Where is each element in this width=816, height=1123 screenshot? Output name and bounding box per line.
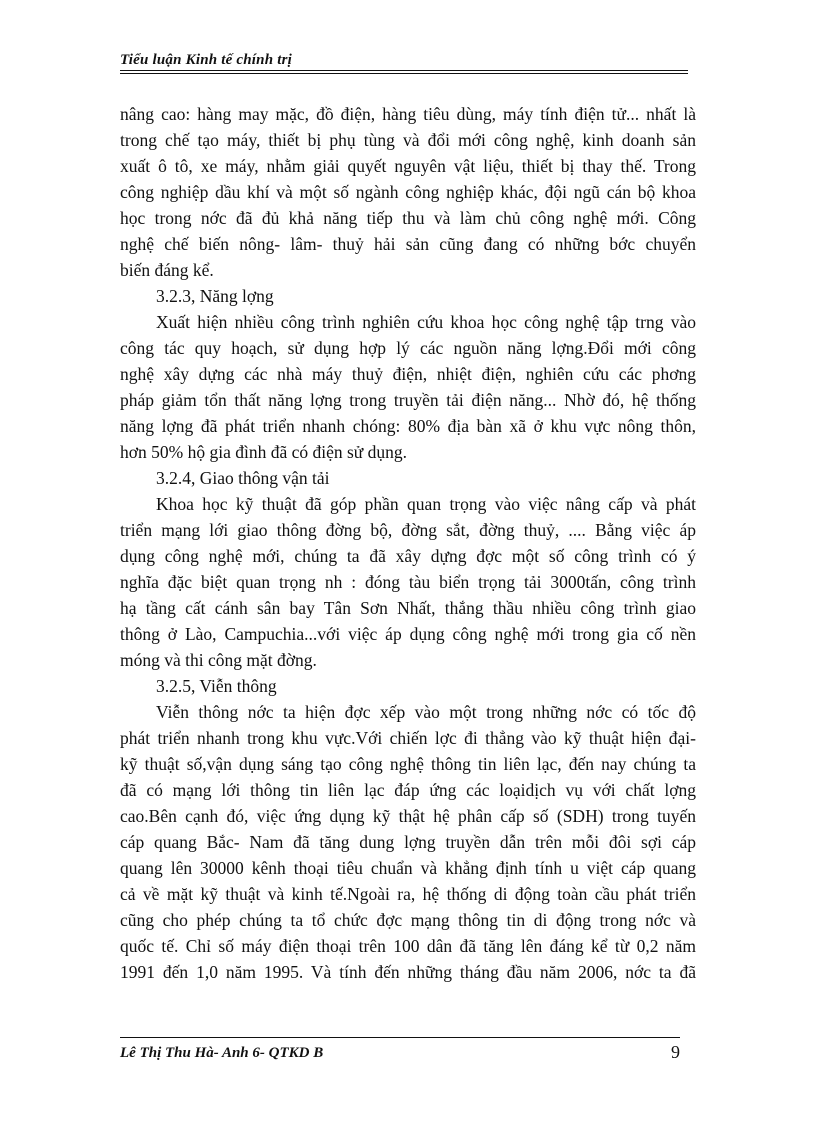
page-header <box>120 52 688 69</box>
section-heading: 3.2.5, Viễn thông <box>156 676 277 696</box>
section-heading: 3.2.3, Năng lợng <box>156 286 274 306</box>
text-line: kỹ thuật số,vận dụng sáng tạo công nghệ thông tin liên lạc, đến nay chúng ta <box>120 754 696 774</box>
footer-rule <box>120 1037 680 1038</box>
text-line: 1991 đến 1,0 năm 1995. Và tính đến những tháng đầu năm 2006, nớc ta đã <box>120 962 696 982</box>
header-rule <box>120 70 688 71</box>
footer-author: Lê Thị Thu Hà- Anh 6- QTKD B <box>120 1045 324 1061</box>
text-line: nâng cao: hàng may mặc, đồ điện, hàng tiêu dùng, máy tính điện tử... nhất là <box>120 104 696 124</box>
text-line: quang lên 30000 kênh thoại tiêu chuẩn và khẳng định tính u việt cáp quang <box>120 858 696 878</box>
text-line: đã có mạng lới thông tin liên lạc đáp ứng các loạidịch vụ với chất lợng <box>120 780 696 800</box>
text-line: biến đáng kể. <box>120 260 214 280</box>
text-line: cả về mặt kỹ thuật và kinh tế.Ngoài ra, hệ thống di động toàn cầu phát triển <box>120 884 696 904</box>
text-line: quốc tế. Chỉ số máy điện thoại trên 100 dân đã tăng lên đáng kể từ 0,2 năm <box>120 936 696 956</box>
text-line: phát triển nhanh trong khu vực.Với chiến lợc đi thẳng vào kỹ thuật hiện đại- <box>120 728 696 748</box>
text-line: cáp quang Bắc- Nam đã tăng dung lợng truyền dẫn trên mỗi đôi sợi cáp <box>120 832 696 852</box>
text-line: xuất ô tô, xe máy, nhằm giải quyết nguyên vật liệu, thiết bị thay thế. Trong <box>120 156 696 176</box>
header-rule-thin <box>120 73 688 74</box>
page-number: 9 <box>671 1042 680 1062</box>
text-line: trong chế tạo máy, thiết bị phụ tùng và đổi mới công nghệ, kinh doanh sản <box>120 130 696 150</box>
text-line: thông ở Lào, Campuchia...với việc áp dụng công nghệ mới trong gia cố nền <box>120 624 696 644</box>
text-line: học trong nớc đã đủ khả năng tiếp thu và làm chủ công nghệ mới. Công <box>120 208 696 228</box>
text-line: móng và thi công mặt đờng. <box>120 650 317 670</box>
text-line: hơn 50% hộ gia đình đã có điện sử dụng. <box>120 442 408 462</box>
text-line: pháp giảm tổn thất năng lợng trong truyền tải điện năng... Nhờ đó, hệ thống <box>120 390 696 410</box>
text-line: hạ tầng cất cánh sân bay Tân Sơn Nhất, thắng thầu nhiều công trình giao <box>120 598 696 618</box>
text-line: dụng công nghệ mới, chúng ta đã xây dựng đợc một số công trình có ý <box>120 546 696 566</box>
text-line: Xuất hiện nhiều công trình nghiên cứu khoa học công nghệ tập trng vào <box>156 312 696 332</box>
text-line: Khoa học kỹ thuật đã góp phần quan trọng vào việc nâng cấp và phát <box>156 494 696 514</box>
text-line: công tác quy hoạch, sử dụng hợp lý các nguồn năng lợng.Đổi mới công <box>120 338 696 358</box>
body-text <box>120 101 696 985</box>
text-line: Viễn thông nớc ta hiện đợc xếp vào một trong những nớc có tốc độ <box>156 702 696 722</box>
text-line: cao.Bên cạnh đó, việc ứng dụng kỹ thật hệ phân cấp số (SDH) trong tuyến <box>120 806 696 826</box>
text-line: triển mạng lới giao thông đờng bộ, đờng sắt, đờng thuỷ, .... Bằng việc áp <box>120 520 696 540</box>
text-line: nghĩa đặc biệt quan trọng nh : đóng tàu biển trọng tải 3000tấn, công trình <box>120 572 696 592</box>
text-line: cũng cho phép chúng ta tổ chức đợc mạng thông tin di động trong nớc và <box>120 910 696 930</box>
text-line: nghệ xây dựng các nhà máy thuỷ điện, nhiệt điện, nghiên cứu các phơng <box>120 364 696 384</box>
header-title: Tiểu luận Kinh tế chính trị <box>120 52 292 68</box>
text-line: công nghiệp dầu khí và một số ngành công nghiệp khác, đội ngũ cán bộ khoa <box>120 182 696 202</box>
section-heading: 3.2.4, Giao thông vận tải <box>156 468 330 488</box>
text-line: năng lợng đã phát triển nhanh chóng: 80% địa bàn xã ở khu vực nông thôn, <box>120 416 696 436</box>
text-line: nghệ chế biến nông- lâm- thuỷ hải sản cũng đang có những bớc chuyển <box>120 234 696 254</box>
